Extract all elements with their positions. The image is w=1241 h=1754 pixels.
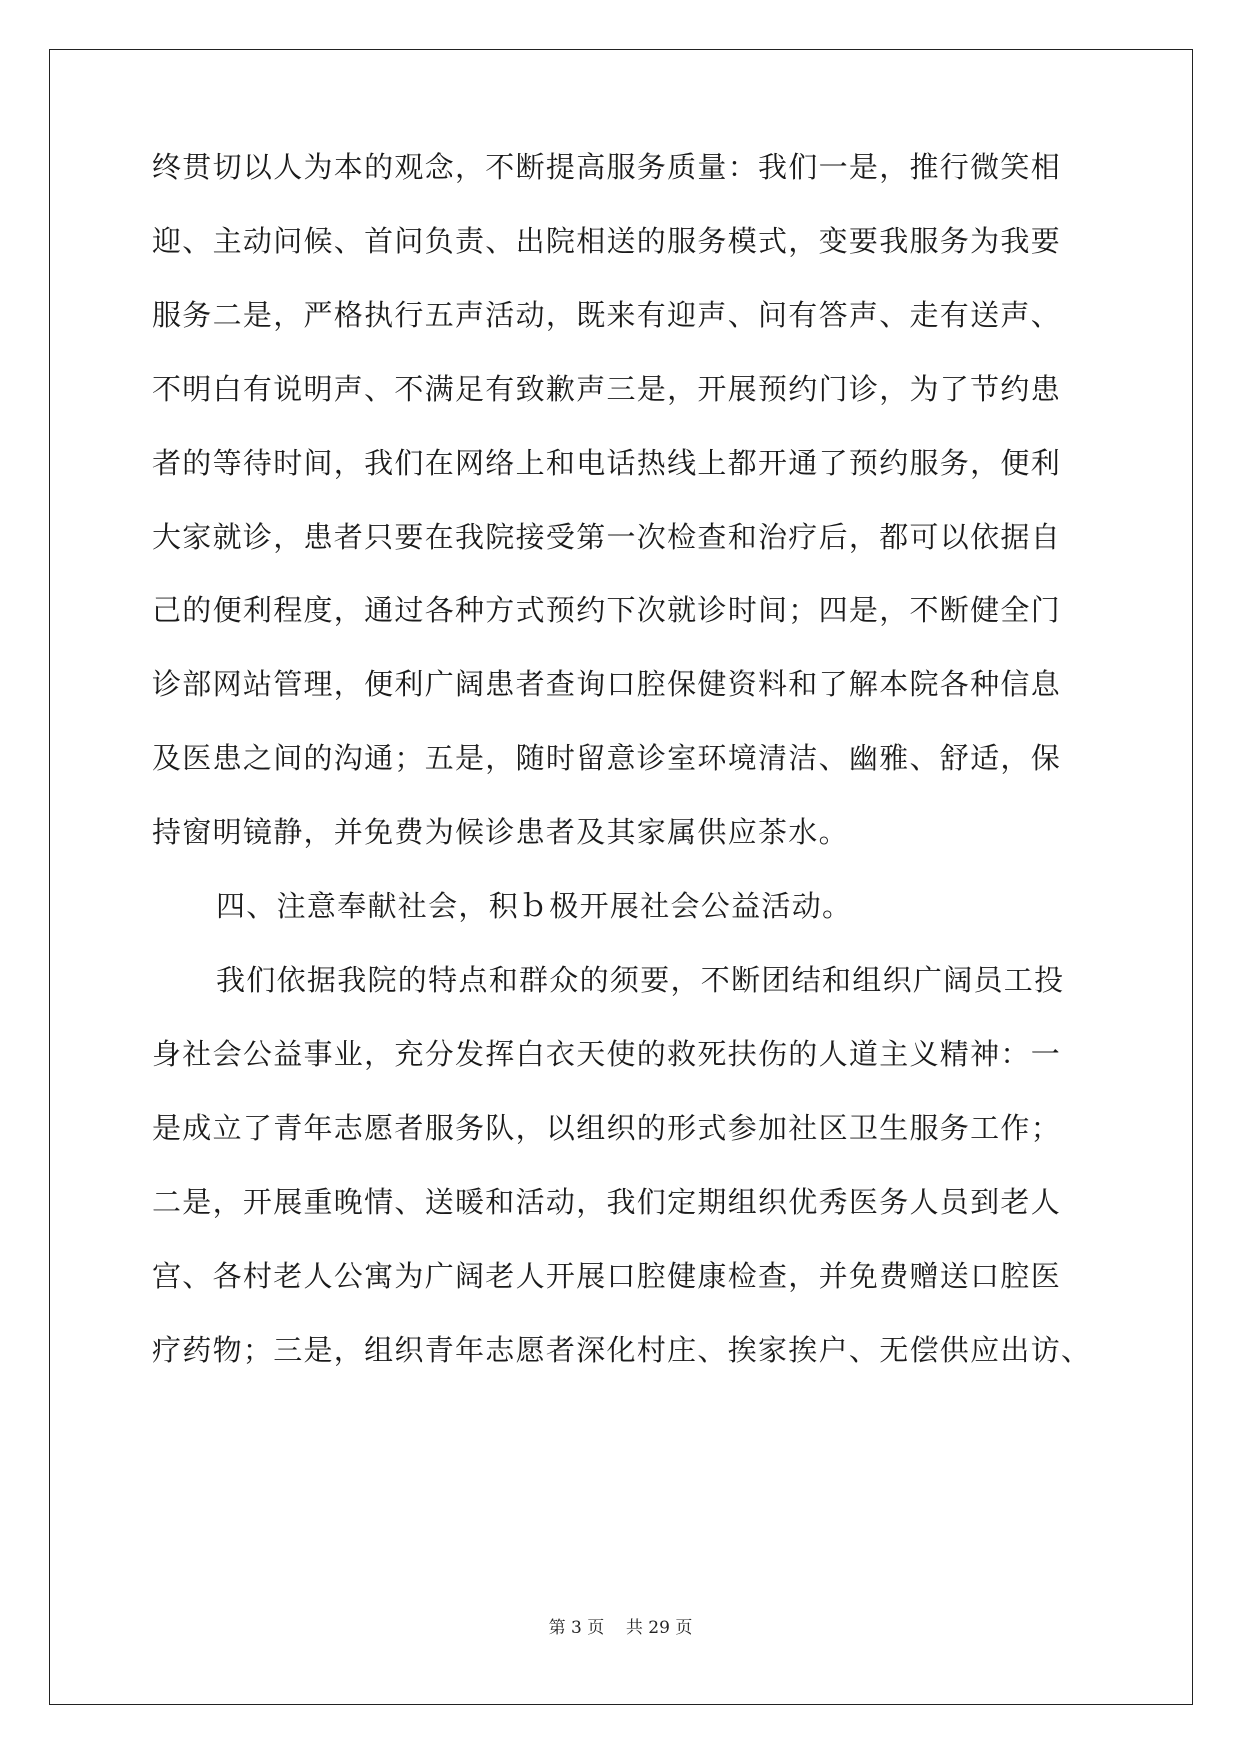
text-line: 大家就诊，患者只要在我院接受第一次检查和治疗后，都可以依据自 — [152, 520, 1062, 554]
section-heading: 四、注意奉献社会，积ｂ极开展社会公益活动。 — [216, 889, 853, 923]
text-line: 及医患之间的沟通；五是，随时留意诊室环境清洁、幽雅、舒适，保 — [152, 741, 1062, 775]
text-line: 宫、各村老人公寓为广阔老人开展口腔健康检查，并免费赠送口腔医 — [152, 1259, 1062, 1293]
text-line: 不明白有说明声、不满足有致歉声三是，开展预约门诊，为了节约患 — [152, 372, 1062, 406]
text-line: 己的便利程度，通过各种方式预约下次就诊时间；四是，不断健全门 — [152, 593, 1062, 627]
text-line: 我们依据我院的特点和群众的须要，不断团结和组织广阔员工投 — [216, 963, 1065, 997]
text-line: 身社会公益事业，充分发挥白衣天使的救死扶伤的人道主义精神：一 — [152, 1037, 1062, 1071]
page-number: 第 3 页 共 29 页 — [548, 1618, 693, 1638]
text-line: 迎、主动问候、首问负责、出院相送的服务模式，变要我服务为我要 — [152, 224, 1062, 258]
text-line: 终贯切以人为本的观念，不断提高服务质量：我们一是，推行微笑相 — [152, 150, 1062, 184]
text-line: 诊部网站管理，便利广阔患者查询口腔保健资料和了解本院各种信息 — [152, 667, 1062, 701]
text-line: 二是，开展重晚情、送暖和活动，我们定期组织优秀医务人员到老人 — [152, 1185, 1062, 1219]
text-line: 持窗明镜静，并免费为候诊患者及其家属供应茶水。 — [152, 815, 849, 849]
page-footer — [0, 1617, 1241, 1639]
text-line: 是成立了青年志愿者服务队，以组织的形式参加社区卫生服务工作； — [152, 1111, 1062, 1145]
text-line: 服务二是，严格执行五声活动，既来有迎声、问有答声、走有送声、 — [152, 298, 1062, 332]
text-line: 者的等待时间，我们在网络上和电话热线上都开通了预约服务，便利 — [152, 446, 1062, 480]
text-line: 疗药物；三是，组织青年志愿者深化村庄、挨家挨户、无偿供应出访、 — [152, 1333, 1092, 1367]
